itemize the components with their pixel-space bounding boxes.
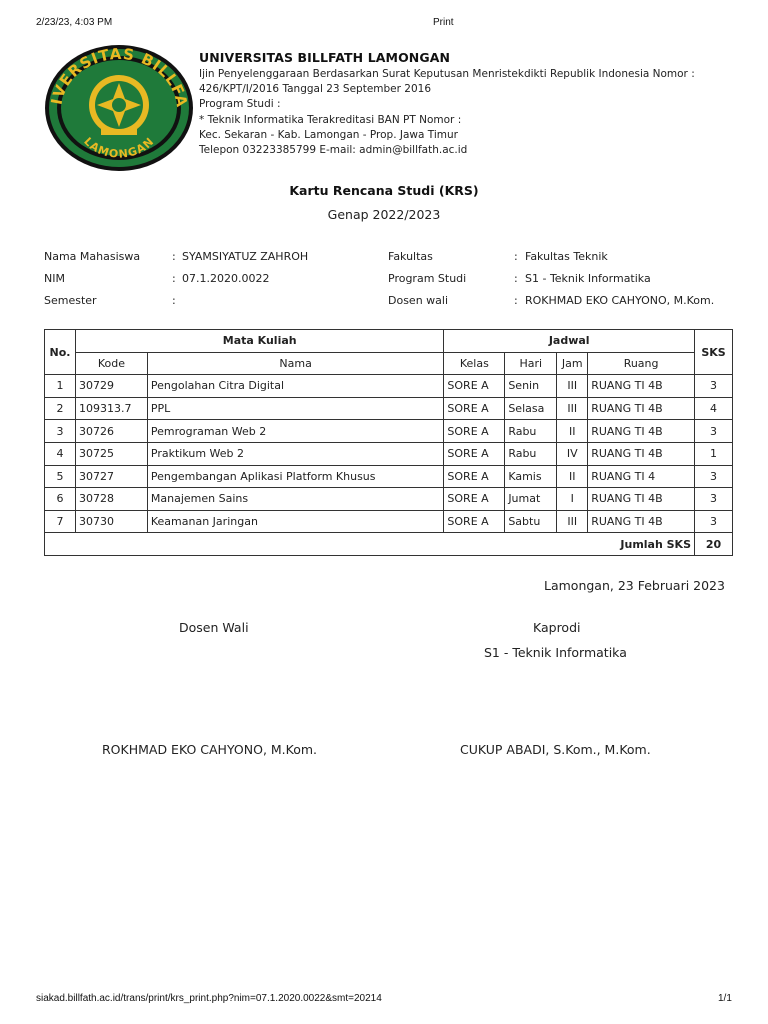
left-signatory-title: Dosen Wali bbox=[179, 620, 249, 635]
header-kelas: Kelas bbox=[444, 352, 505, 375]
cell-sks: 3 bbox=[695, 510, 733, 533]
advisor-value: ROKHMAD EKO CAHYONO, M.Kom. bbox=[525, 294, 715, 307]
cell-no: 6 bbox=[45, 488, 76, 511]
cell-kelas: SORE A bbox=[444, 442, 505, 465]
institution-header bbox=[199, 49, 739, 158]
advisor-label: Dosen wali bbox=[388, 294, 449, 307]
university-logo bbox=[43, 43, 195, 173]
name-label: Nama Mahasiswa bbox=[44, 250, 141, 263]
cell-kode: 30725 bbox=[75, 442, 147, 465]
cell-ruang: RUANG TI 4B bbox=[588, 510, 695, 533]
cell-kelas: SORE A bbox=[444, 397, 505, 420]
cell-nama: Pengolahan Citra Digital bbox=[147, 375, 444, 398]
document-period: Genap 2022/2023 bbox=[327, 207, 441, 222]
header-kode: Kode bbox=[75, 352, 147, 375]
cell-kode: 30729 bbox=[75, 375, 147, 398]
institution-line: 426/KPT/I/2016 Tanggal 23 September 2016 bbox=[199, 83, 432, 96]
left-signatory-name: ROKHMAD EKO CAHYONO, M.Kom. bbox=[102, 742, 318, 757]
separator: : bbox=[514, 272, 518, 285]
header-ruang: Ruang bbox=[588, 352, 695, 375]
cell-ruang: RUANG TI 4 bbox=[588, 465, 695, 488]
program-value: S1 - Teknik Informatika bbox=[525, 272, 651, 285]
svg-text:UNIVERSITAS BILLFATH: IVERSITAS BILLFA bbox=[47, 44, 191, 109]
cell-kode: 30730 bbox=[75, 510, 147, 533]
cell-kelas: SORE A bbox=[444, 420, 505, 443]
cell-kelas: SORE A bbox=[444, 510, 505, 533]
institution-line: Telepon 03223385799 E-mail: admin@billfath.ac.id bbox=[199, 144, 468, 157]
print-datetime: 2/23/23, 4:03 PM bbox=[36, 17, 113, 28]
faculty-value: Fakultas Teknik bbox=[525, 250, 608, 263]
cell-no: 5 bbox=[45, 465, 76, 488]
institution-name: UNIVERSITAS BILLFATH LAMONGAN bbox=[199, 50, 451, 65]
cell-hari: Kamis bbox=[505, 465, 557, 488]
cell-nama: Keamanan Jaringan bbox=[147, 510, 444, 533]
cell-jam: IV bbox=[557, 442, 588, 465]
right-signatory-subtitle: S1 - Teknik Informatika bbox=[484, 645, 627, 660]
name-value: SYAMSIYATUZ ZAHROH bbox=[182, 250, 309, 263]
total-label: Jumlah SKS bbox=[45, 533, 695, 556]
cell-ruang: RUANG TI 4B bbox=[588, 420, 695, 443]
document-title: Kartu Rencana Studi (KRS) bbox=[289, 183, 479, 198]
cell-nama: Praktikum Web 2 bbox=[147, 442, 444, 465]
table-row bbox=[45, 442, 733, 465]
semester-label: Semester bbox=[44, 294, 97, 307]
header-nama: Nama bbox=[147, 352, 444, 375]
separator: : bbox=[514, 250, 518, 263]
cell-kode: 109313.7 bbox=[75, 397, 147, 420]
institution-line: Ijin Penyelenggaraan Berdasarkan Surat Keputusan Menristekdikti Republik Indonesia Nomor : bbox=[199, 68, 695, 80]
header-sks: SKS bbox=[695, 330, 733, 375]
cell-nama: Pengembangan Aplikasi Platform Khusus bbox=[147, 465, 444, 488]
cell-kelas: SORE A bbox=[444, 375, 505, 398]
right-signatory-title: Kaprodi bbox=[533, 620, 581, 635]
faculty-label: Fakultas bbox=[388, 250, 433, 263]
cell-ruang: RUANG TI 4B bbox=[588, 488, 695, 511]
cell-kode: 30727 bbox=[75, 465, 147, 488]
cell-hari: Selasa bbox=[505, 397, 557, 420]
header-no: No. bbox=[45, 330, 76, 375]
cell-no: 2 bbox=[45, 397, 76, 420]
nim-value: 07.1.2020.0022 bbox=[182, 272, 270, 285]
cell-kode: 30726 bbox=[75, 420, 147, 443]
cell-jam: III bbox=[557, 375, 588, 398]
cell-hari: Rabu bbox=[505, 442, 557, 465]
place-date: Lamongan, 23 Februari 2023 bbox=[544, 578, 725, 593]
table-row bbox=[45, 488, 733, 511]
cell-hari: Senin bbox=[505, 375, 557, 398]
cell-no: 3 bbox=[45, 420, 76, 443]
cell-jam: I bbox=[557, 488, 588, 511]
header-hari: Hari bbox=[505, 352, 557, 375]
cell-nama: Pemrograman Web 2 bbox=[147, 420, 444, 443]
cell-nama: Manajemen Sains bbox=[147, 488, 444, 511]
separator: : bbox=[514, 294, 518, 307]
cell-hari: Rabu bbox=[505, 420, 557, 443]
cell-sks: 3 bbox=[695, 375, 733, 398]
table-row bbox=[45, 375, 733, 398]
cell-kelas: SORE A bbox=[444, 488, 505, 511]
header-mata-kuliah: Mata Kuliah bbox=[75, 330, 443, 353]
separator: : bbox=[172, 294, 176, 307]
krs-table bbox=[44, 329, 733, 556]
cell-nama: PPL bbox=[147, 397, 444, 420]
cell-jam: II bbox=[557, 420, 588, 443]
table-row bbox=[45, 420, 733, 443]
separator: : bbox=[172, 250, 176, 263]
cell-no: 1 bbox=[45, 375, 76, 398]
cell-ruang: RUANG TI 4B bbox=[588, 397, 695, 420]
right-signatory-name: CUKUP ABADI, S.Kom., M.Kom. bbox=[460, 742, 651, 757]
cell-ruang: RUANG TI 4B bbox=[588, 442, 695, 465]
print-url: siakad.billfath.ac.id/trans/print/krs_print.php?nim=07.1.2020.0022&smt=20214 bbox=[36, 993, 382, 1004]
svg-text:LAMONGAN: LAMONGAN bbox=[81, 134, 157, 161]
cell-sks: 3 bbox=[695, 420, 733, 443]
print-page: 1/1 bbox=[718, 993, 732, 1004]
header-jam: Jam bbox=[557, 352, 588, 375]
nim-label: NIM bbox=[44, 272, 65, 285]
total-value: 20 bbox=[695, 533, 733, 556]
cell-kelas: SORE A bbox=[444, 465, 505, 488]
cell-jam: III bbox=[557, 397, 588, 420]
cell-jam: III bbox=[557, 510, 588, 533]
print-title: Print bbox=[433, 17, 454, 28]
table-row bbox=[45, 397, 733, 420]
header-jadwal: Jadwal bbox=[444, 330, 695, 353]
cell-jam: II bbox=[557, 465, 588, 488]
cell-sks: 4 bbox=[695, 397, 733, 420]
cell-no: 4 bbox=[45, 442, 76, 465]
cell-ruang: RUANG TI 4B bbox=[588, 375, 695, 398]
institution-line: Kec. Sekaran - Kab. Lamongan - Prop. Jawa Timur bbox=[199, 128, 458, 141]
cell-sks: 3 bbox=[695, 488, 733, 511]
institution-line: * Teknik Informatika Terakreditasi BAN PT Nomor : bbox=[199, 113, 462, 126]
cell-hari: Jumat bbox=[505, 488, 557, 511]
institution-line: Program Studi : bbox=[199, 98, 281, 111]
table-row bbox=[45, 465, 733, 488]
cell-sks: 1 bbox=[695, 442, 733, 465]
table-row bbox=[45, 510, 733, 533]
program-label: Program Studi bbox=[388, 272, 467, 285]
cell-no: 7 bbox=[45, 510, 76, 533]
cell-hari: Sabtu bbox=[505, 510, 557, 533]
total-row bbox=[45, 533, 733, 556]
cell-kode: 30728 bbox=[75, 488, 147, 511]
separator: : bbox=[172, 272, 176, 285]
cell-sks: 3 bbox=[695, 465, 733, 488]
